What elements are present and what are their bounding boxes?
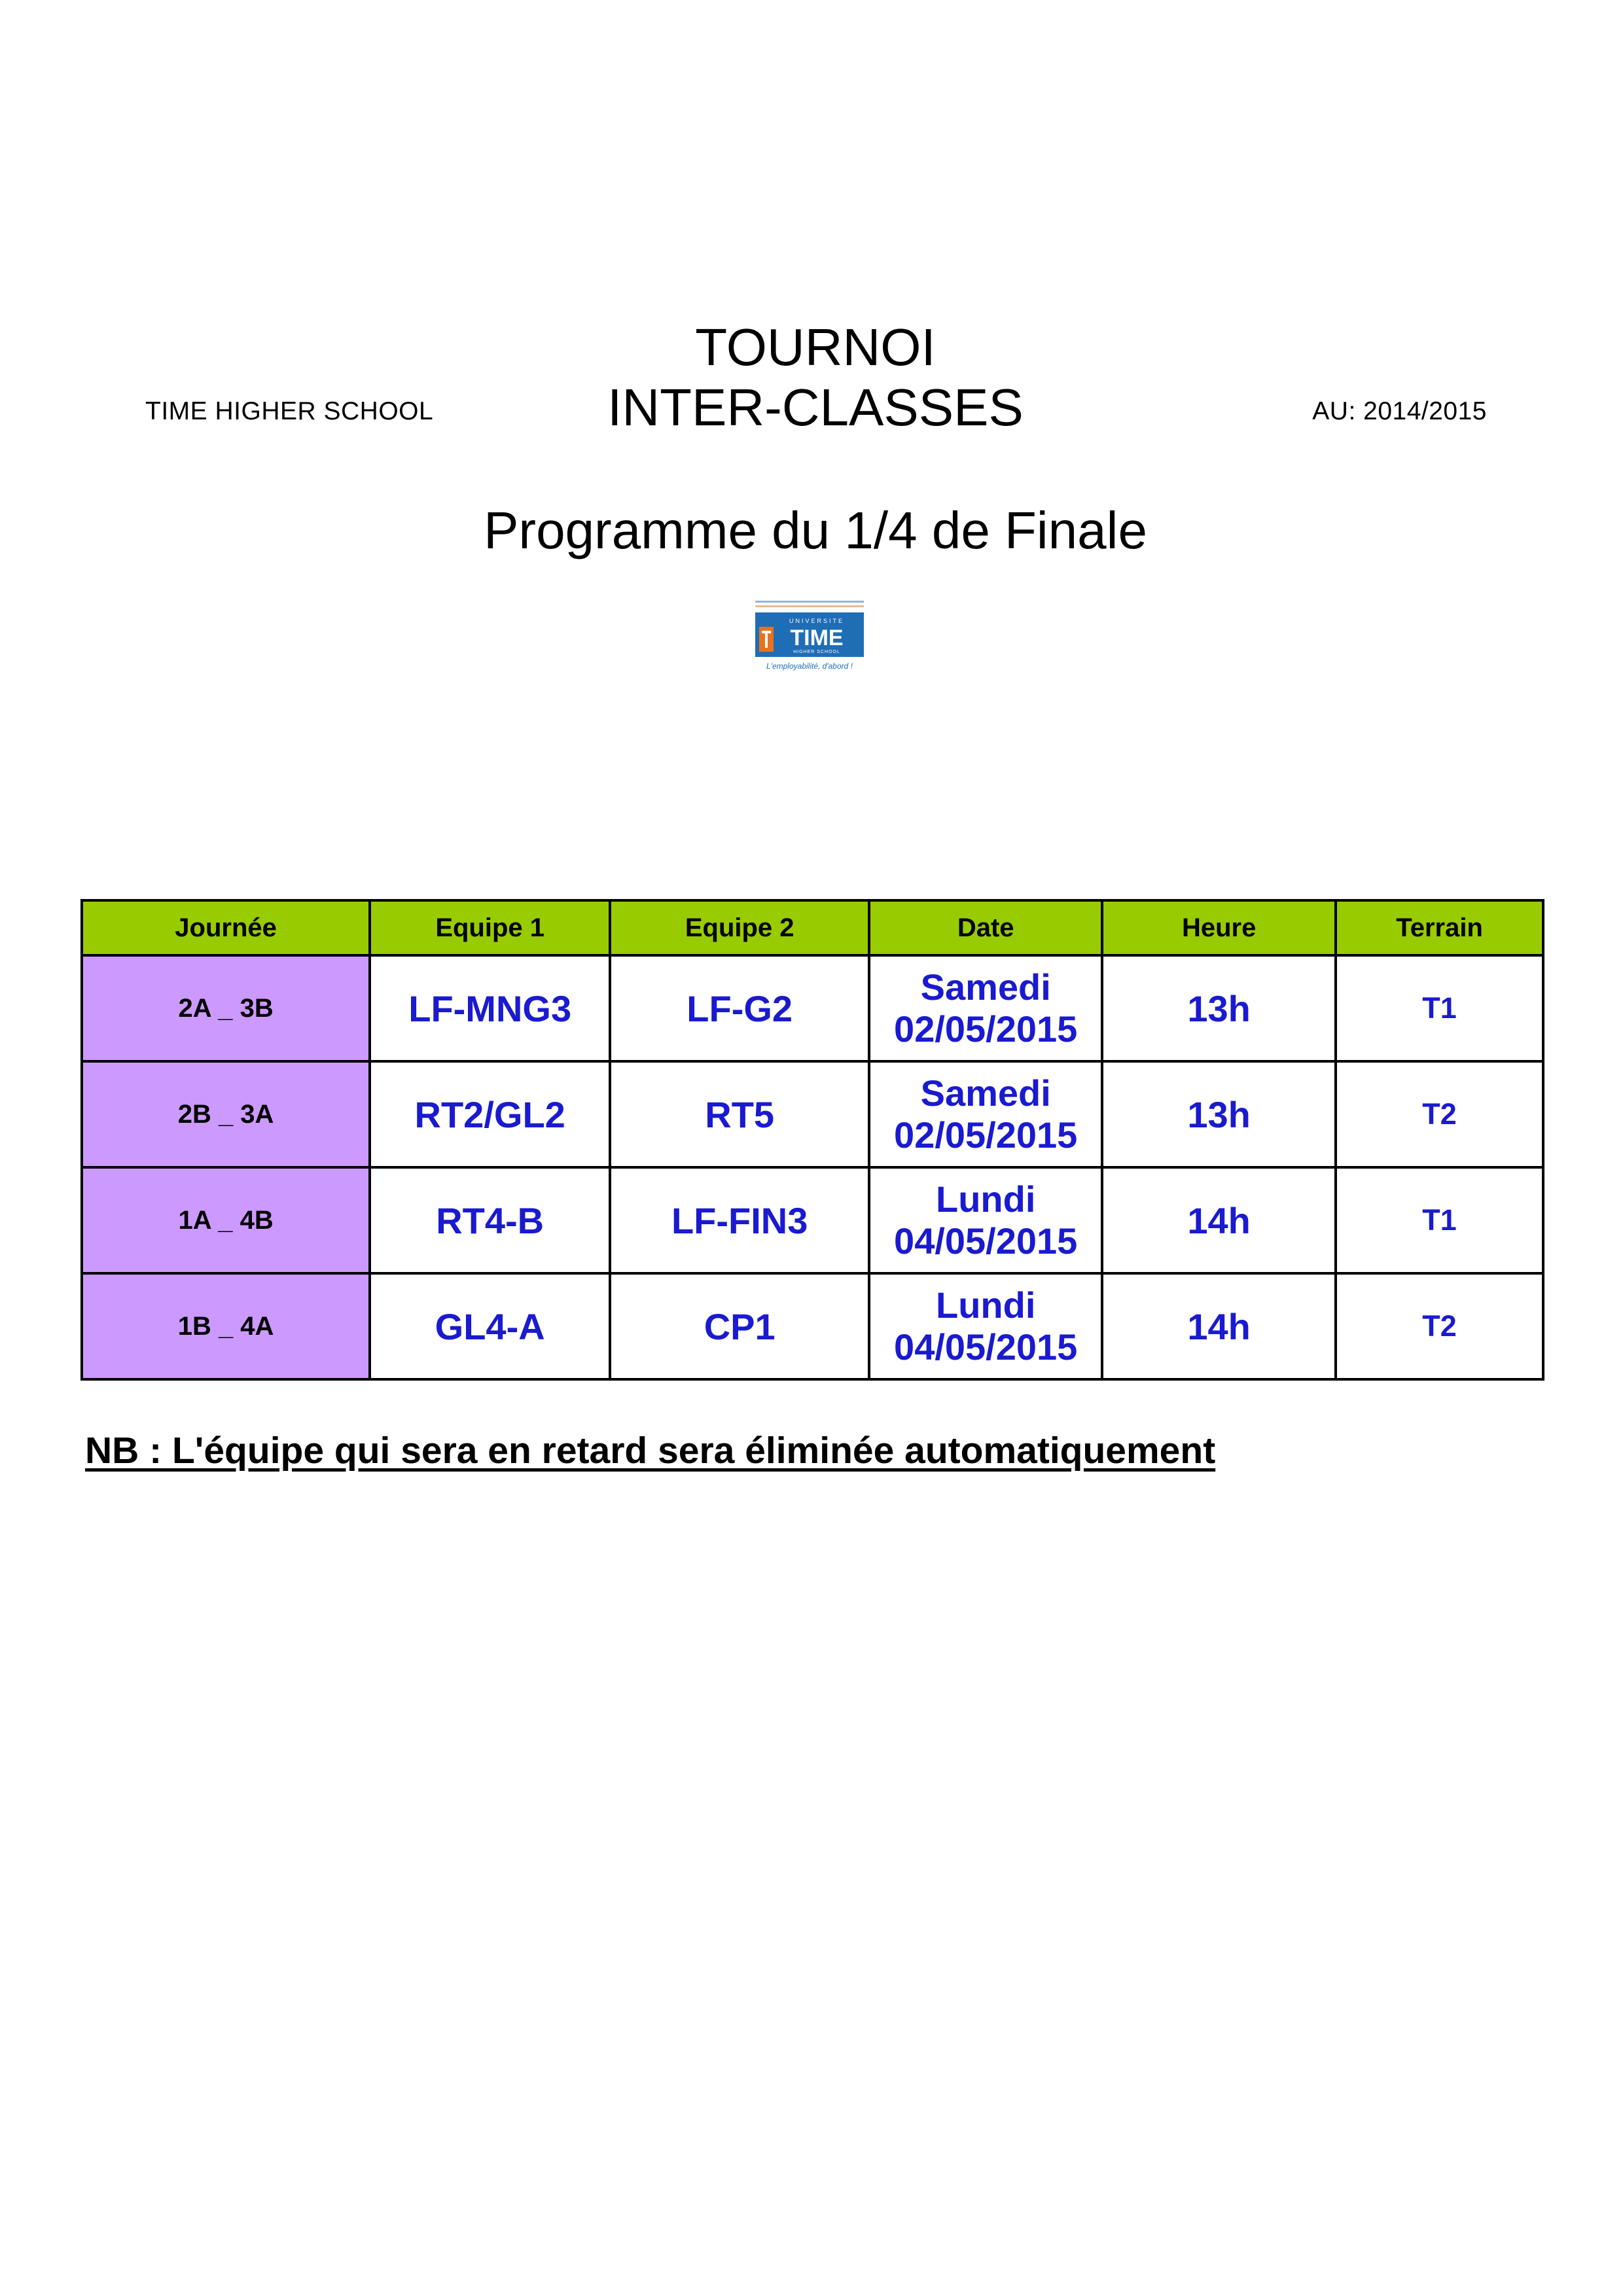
svg-text:L'employabilité, d'abord !: L'employabilité, d'abord !	[766, 662, 853, 671]
cell-journee: 2A _ 3B	[82, 955, 370, 1061]
date-value: 02/05/2015	[894, 1008, 1078, 1050]
svg-text:HIGHER SCHOOL: HIGHER SCHOOL	[793, 650, 840, 654]
academic-year: AU: 2014/2015	[1312, 397, 1487, 425]
cell-equipe-1: LF-MNG3	[370, 955, 610, 1061]
header-journee: Journée	[82, 900, 370, 955]
schedule-table	[80, 899, 1544, 1381]
cell-journee: 1A _ 4B	[82, 1167, 370, 1273]
date-day: Lundi	[936, 1178, 1036, 1220]
svg-text:UNIVERSITE: UNIVERSITE	[789, 618, 845, 624]
table-row	[82, 955, 1543, 1061]
header-heure: Heure	[1102, 900, 1336, 955]
title-line-2: INTER-CLASSES	[607, 378, 1024, 436]
cell-journee: 1B _ 4A	[82, 1273, 370, 1379]
date-day: Samedi	[920, 966, 1051, 1008]
late-team-note: NB : L'équipe qui sera en retard sera éliminée automatiquement	[85, 1430, 1216, 1472]
svg-text:TIME: TIME	[790, 626, 844, 650]
cell-heure: 13h	[1102, 955, 1336, 1061]
date-value: 04/05/2015	[894, 1220, 1078, 1262]
table-row	[82, 1273, 1543, 1379]
university-logo	[753, 601, 866, 679]
school-name: TIME HIGHER SCHOOL	[145, 397, 434, 425]
cell-date	[869, 1273, 1102, 1379]
page-subtitle: Programme du 1/4 de Finale	[484, 501, 1147, 559]
date-day: Samedi	[920, 1072, 1051, 1114]
cell-journee: 2B _ 3A	[82, 1061, 370, 1167]
cell-terrain: T1	[1336, 1167, 1543, 1273]
cell-terrain: T1	[1336, 955, 1543, 1061]
cell-equipe-1: RT4-B	[370, 1167, 610, 1273]
table-header-row	[82, 900, 1543, 955]
date-value: 04/05/2015	[894, 1326, 1078, 1368]
cell-date	[869, 1061, 1102, 1167]
cell-heure: 14h	[1102, 1167, 1336, 1273]
cell-equipe-1: GL4-A	[370, 1273, 610, 1379]
cell-terrain: T2	[1336, 1061, 1543, 1167]
cell-equipe-2: CP1	[610, 1273, 869, 1379]
table-row	[82, 1167, 1543, 1273]
title-line-1: TOURNOI	[695, 318, 936, 376]
cell-heure: 13h	[1102, 1061, 1336, 1167]
cell-equipe-2: LF-G2	[610, 955, 869, 1061]
header-terrain: Terrain	[1336, 900, 1543, 955]
cell-date	[869, 1167, 1102, 1273]
header-equipe-2: Equipe 2	[610, 900, 869, 955]
date-day: Lundi	[936, 1284, 1036, 1326]
table-row	[82, 1061, 1543, 1167]
cell-heure: 14h	[1102, 1273, 1336, 1379]
cell-terrain: T2	[1336, 1273, 1543, 1379]
cell-equipe-1: RT2/GL2	[370, 1061, 610, 1167]
cell-date	[869, 955, 1102, 1061]
cell-equipe-2: RT5	[610, 1061, 869, 1167]
header-date: Date	[869, 900, 1102, 955]
cell-equipe-2: LF-FIN3	[610, 1167, 869, 1273]
header-equipe-1: Equipe 1	[370, 900, 610, 955]
date-value: 02/05/2015	[894, 1114, 1078, 1156]
